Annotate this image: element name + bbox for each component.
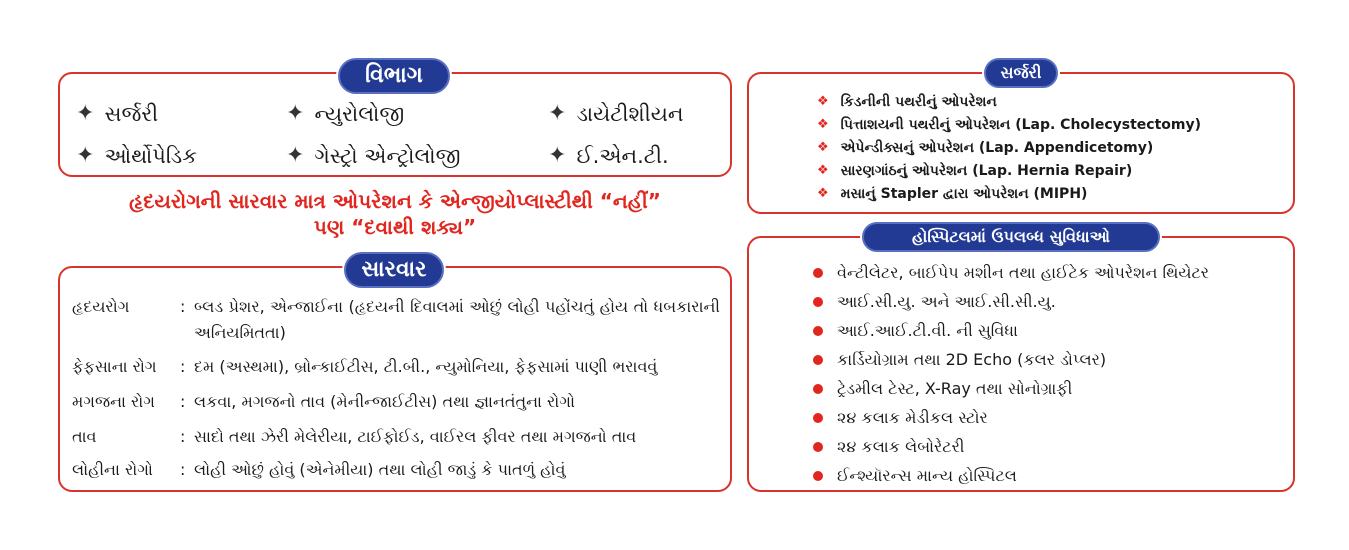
treatment-title: સારવાર [344, 252, 444, 288]
surgery-item [817, 184, 1087, 204]
colon: : [180, 357, 186, 376]
tagline-emphasis: “નહીં” [599, 189, 661, 213]
treatment-label: હૃદયરોગ [72, 297, 130, 316]
diamond-bullet-icon: ❖ [817, 94, 829, 109]
facility-item [813, 465, 1017, 487]
facility-item [813, 378, 1072, 400]
surgery-label: પિત્તાશયની પથરીનું ઓપરેશન (Lap. Cholecystectomy) [840, 117, 1202, 133]
surgery-item [817, 115, 1201, 135]
surgery-label: મસાનું Stapler દ્વારા ઓપરેશન (MIPH) [840, 186, 1088, 202]
sparkle-icon: ✦ [548, 143, 567, 168]
colon: : [180, 392, 186, 411]
bullet-dot-icon [813, 355, 823, 365]
facilities-panel [747, 236, 1295, 492]
dept-label: ડાયેટીશીયન [576, 102, 684, 126]
facility-item [813, 407, 988, 429]
treatment-row [72, 457, 720, 483]
tagline [58, 188, 732, 240]
tagline-text: પણ [313, 215, 345, 239]
facility-label: આઈ.આઈ.ટી.વી. ની સુવિધા [837, 321, 1018, 340]
dept-label: સર્જરી [104, 102, 159, 126]
facility-label: ૨૪ કલાક લેબોરેટરી [837, 437, 965, 456]
sparkle-icon: ✦ [76, 143, 95, 168]
bullet-dot-icon [813, 442, 823, 452]
facility-item [813, 436, 964, 458]
treatment-label: મગજના રોગ [72, 392, 155, 411]
treatment-row [72, 294, 720, 346]
facility-label: વેન્ટીલેટર, બાઈપેપ મશીન તથા હાઈટેક ઓપરેશન થિયેટર [837, 263, 1210, 282]
bullet-dot-icon [813, 297, 823, 307]
treatment-label: લોહીના રોગો [72, 460, 153, 479]
bullet-dot-icon [813, 471, 823, 481]
surgery-label: એપેન્ડીક્સનું ઓપરેશન (Lap. Appendicetomy) [840, 140, 1154, 156]
facility-item [813, 291, 1056, 313]
facility-item [813, 349, 1106, 371]
treatment-label: તાવ [72, 427, 97, 446]
treatment-row [72, 389, 720, 415]
surgery-label: કિડનીની પથરીનું ઓપરેશન [840, 94, 997, 110]
dept-label: ઓર્થોપેડિક [104, 144, 198, 168]
sparkle-icon: ✦ [548, 101, 567, 126]
treatment-desc: લોહી ઓછું હોવું (એનેમીયા) તથા લોહી જાડું કે પાતળું હોવું [194, 460, 566, 479]
facility-label: કાર્ડિયોગ્રામ તથા 2D Echo (કલર ડોપ્લર) [837, 350, 1107, 369]
dept-item [76, 142, 197, 170]
surgery-item [817, 161, 1132, 181]
diamond-bullet-icon: ❖ [817, 163, 829, 178]
treatment-panel [58, 266, 732, 492]
bullet-dot-icon [813, 268, 823, 278]
facility-label: ૨૪ કલાક મેડીકલ સ્ટોર [837, 408, 988, 427]
bullet-dot-icon [813, 384, 823, 394]
diamond-bullet-icon: ❖ [817, 186, 829, 201]
dept-item [286, 142, 461, 170]
treatment-row [72, 354, 720, 380]
colon: : [180, 427, 186, 446]
dept-label: ન્યુરોલોજી [314, 102, 405, 126]
colon: : [180, 297, 186, 316]
sparkle-icon: ✦ [76, 101, 95, 126]
treatment-desc: બ્લડ પ્રેશર, એન્જાઈના (હૃદયની દિવાલમાં ઓછું લોહી પહોંચતું હોય તો ધબકારાની અનિયમિતતા) [194, 297, 720, 342]
sparkle-icon: ✦ [286, 143, 305, 168]
treatment-desc: દમ (અસ્થમા), બ્રોન્કાઈટીસ, ટી.બી., ન્યુમોનિયા, ફેફસામાં પાણી ભરાવવું [194, 357, 658, 376]
treatment-row [72, 424, 720, 450]
facility-item [813, 262, 1209, 284]
facility-label: ઈન્શ્યૉરન્સ માન્ય હોસ્પિટલ [837, 466, 1017, 485]
facility-item [813, 320, 1018, 342]
tagline-line-1 [58, 188, 732, 214]
dept-label: ગેસ્ટ્રો એન્ટ્રોલોજી [314, 144, 461, 168]
tagline-emphasis: “દવાથી શક્ય” [351, 215, 477, 239]
surgery-title: સર્જરી [984, 58, 1058, 88]
facility-label: આઈ.સી.યુ. અને આઈ.સી.સી.યુ. [837, 292, 1056, 311]
bullet-dot-icon [813, 326, 823, 336]
surgery-item [817, 138, 1153, 158]
treatment-desc: લકવા, મગજનો તાવ (મેનીન્જાઈટીસ) તથા જ્ઞાનતંતુના રોગો [194, 392, 575, 411]
facility-label: ટ્રેડમીલ ટેસ્ટ, X-Ray તથા સોનોગ્રાફી [837, 379, 1073, 398]
treatment-desc: સાદો તથા ઝેરી મેલેરીયા, ટાઈફોઈડ, વાઈરલ ફીવર તથા મગજનો તાવ [194, 427, 637, 446]
diamond-bullet-icon: ❖ [817, 117, 829, 132]
treatment-label: ફેફસાના રોગ [72, 357, 157, 376]
surgery-panel [747, 72, 1295, 214]
tagline-text: હૃદયરોગની સારવાર માત્ર ઓપરેશન કે એન્જીયોપ્લાસ્ટીથી [129, 189, 593, 213]
colon: : [180, 460, 186, 479]
surgery-label: સારણગાંઠનું ઓપરેશન (Lap. Hernia Repair) [840, 163, 1133, 179]
sparkle-icon: ✦ [286, 101, 305, 126]
surgery-item [817, 92, 997, 112]
dept-item [286, 100, 404, 128]
tagline-line-2 [58, 214, 732, 240]
diamond-bullet-icon: ❖ [817, 140, 829, 155]
dept-label: ઈ.એન.ટી. [576, 144, 669, 168]
dept-item [548, 100, 684, 128]
dept-item [548, 142, 669, 170]
facilities-title: હોસ્પિટલમાં ઉપલબ્ધ સુવિધાઓ [862, 222, 1160, 252]
bullet-dot-icon [813, 413, 823, 423]
dept-item [76, 100, 158, 128]
departments-title: વિભાગ [338, 58, 450, 94]
